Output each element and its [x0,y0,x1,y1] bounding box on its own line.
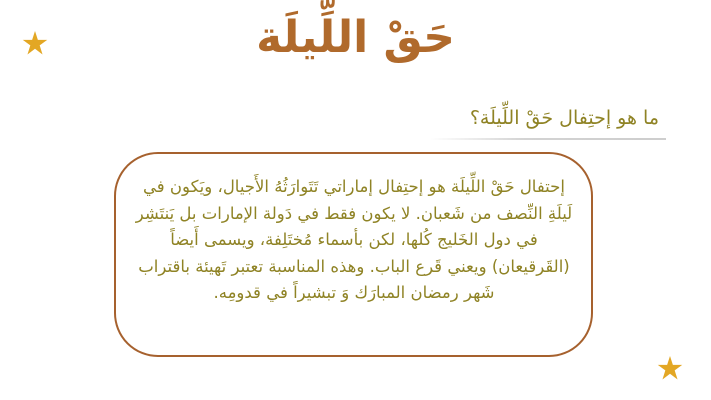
content-paragraph: إحتفال حَقْ اللِّيلَة هو إحتِفال إماراتي تَتَوارَثُهُ الأَجيال، ويَكون في لَيلَةِ النِّصف من شَعبان. لا يكون فقط في دَولة الإمارات بل يَنتَشِر في دول الخَليج كُلها، لكن بأسماء مُختَلِفة، ويسمى أَيضاً (القَرقيعان) ويعني قَرع الباب. وهذه المناسبة تعتبر تَهيئة باقتراب شَهر رمضان المبارَك وَ تبشيراً في قدومِه. [135,177,573,302]
question-heading: ما هو إحتِفال حَقْ اللِّيلَة؟ [469,107,659,129]
star-icon [657,355,683,381]
question-underline [430,138,666,140]
slide-title: حَقْ اللِّيلَة [256,12,455,63]
